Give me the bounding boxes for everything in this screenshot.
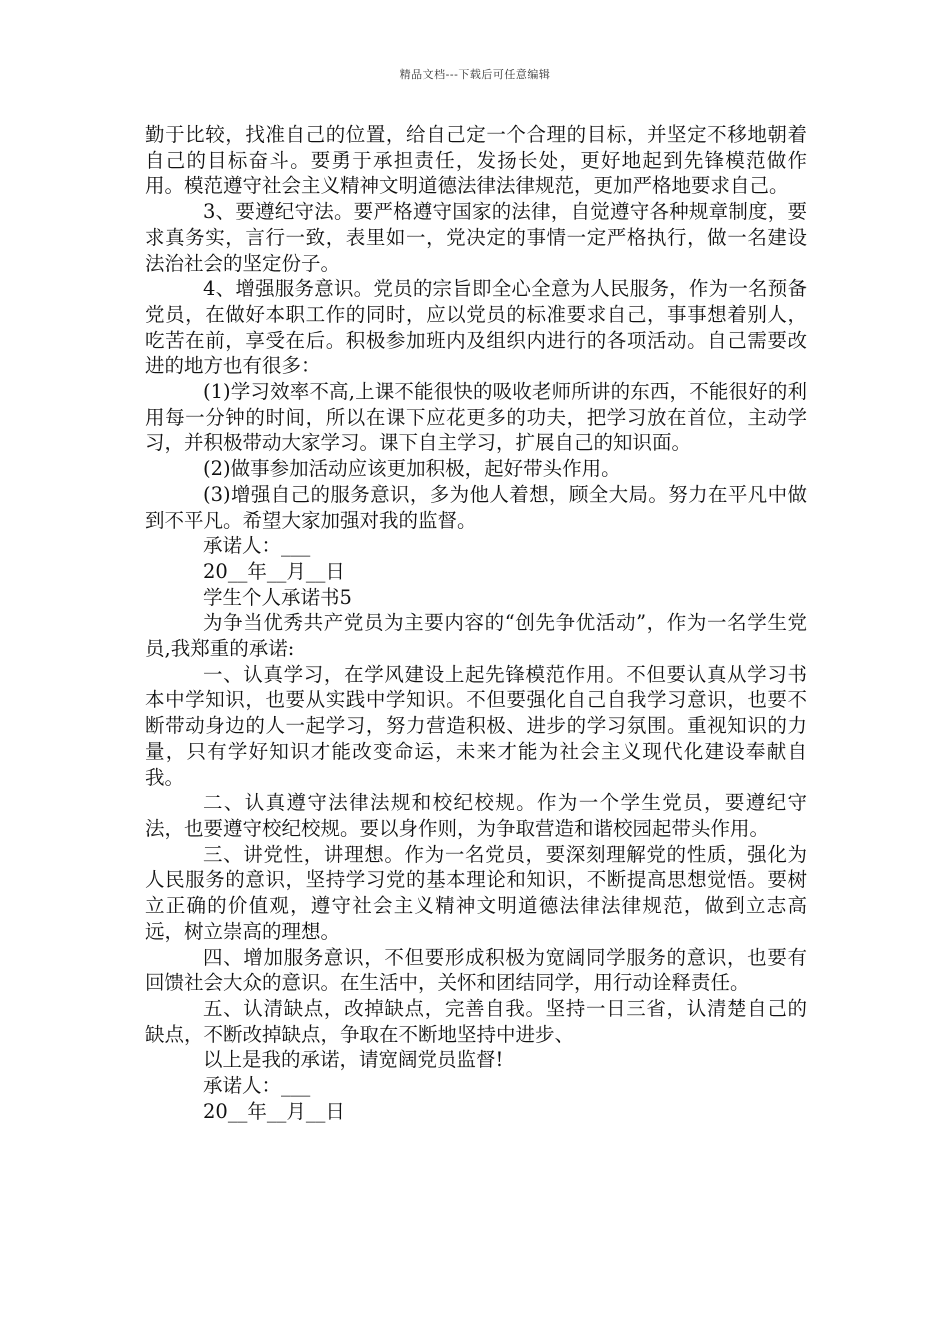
paragraph: 一、认真学习，在学风建设上起先锋模范作用。不但要认真从学习书本中学知识，也要从实践中学知识。不但要强化自己自我学习意识，也要不断带动身边的人一起学习，努力营造积极、进步的学习氛围。重视知识的力量，只有学好知识才能改变命运，未来才能为社会主义现代化建设奉献自我。 (145, 662, 807, 789)
page-header: 精品文档---下载后可任意编辑 (399, 68, 551, 81)
paragraph: 四、增加服务意识，不但要形成积极为宽阔同学服务的意识，也要有回馈社会大众的意识。在生活中，关怀和团结同学，用行动诠释责任。 (145, 945, 807, 995)
paragraph: (3)增强自己的服务意识，多为他人着想，顾全大局。努力在平凡中做到不平凡。希望大家加强对我的监督。 (145, 482, 807, 532)
paragraph: 学生个人承诺书5 (203, 585, 352, 609)
paragraph: 二、认真遵守法律法规和校纪校规。作为一个学生党员，要遵纪守法，也要遵守校纪校规。要以身作则，为争取营造和谐校园起带头作用。 (145, 791, 807, 840)
paragraph: 20__年__月__日 (203, 1099, 345, 1123)
paragraph: 以上是我的承诺，请宽阔党员监督! (203, 1048, 504, 1072)
paragraph: (2)做事参加活动应该更加积极，起好带头作用。 (203, 457, 621, 481)
paragraph: 三、讲党性，讲理想。作为一名党员，要深刻理解党的性质，强化为人民服务的意识，坚持学习党的基本理论和知识，不断提高思想觉悟。要树立正确的价值观，遵守社会主义精神文明道德法律法律规范，做到立志高远，树立崇高的理想。 (145, 842, 807, 943)
paragraph: 五、认清缺点，改掉缺点，完善自我。坚持一日三省，认清楚自己的缺点，不断改掉缺点，争取在不断地坚持中进步、 (145, 996, 807, 1046)
paragraph: 勤于比较，找准自己的位置，给自己定一个合理的目标，并坚定不移地朝着自己的目标奋斗。要勇于承担责任，发扬长处，更好地起到先锋模范做作用。模范遵守社会主义精神文明道德法律法律规范，更加严格地要求自己。 (145, 123, 807, 198)
paragraph: 承诺人：___ (203, 534, 311, 558)
paragraph: 3、要遵纪守法。要严格遵守国家的法律，自觉遵守各种规章制度，要求真务实，言行一致，表里如一，党决定的事情一定严格执行，做一名建设法治社会的坚定份子。 (145, 200, 807, 275)
paragraph: 为争当优秀共产党员为主要内容的“创先争优活动”，作为一名学生党员,我郑重的承诺: (145, 611, 807, 661)
document-body (145, 122, 807, 1124)
paragraph: 4、增强服务意识。党员的宗旨即全心全意为人民服务，作为一名预备党员，在做好本职工作的同时，应以党员的标准要求自己，事事想着别人，吃苦在前，享受在后。积极参加班内及组织内进行的各项活动。自己需要改进的地方也有很多： (145, 277, 807, 378)
paragraph: 承诺人：___ (203, 1074, 311, 1098)
paragraph: (1)学习效率不高,上课不能很快的吸收老师所讲的东西，不能很好的利用每一分钟的时间，所以在课下应花更多的功夫，把学习放在首位，主动学习，并积极带动大家学习。课下自主学习，扩展自己的知识面。 (145, 380, 807, 455)
paragraph: 20__年__月__日 (203, 559, 345, 583)
